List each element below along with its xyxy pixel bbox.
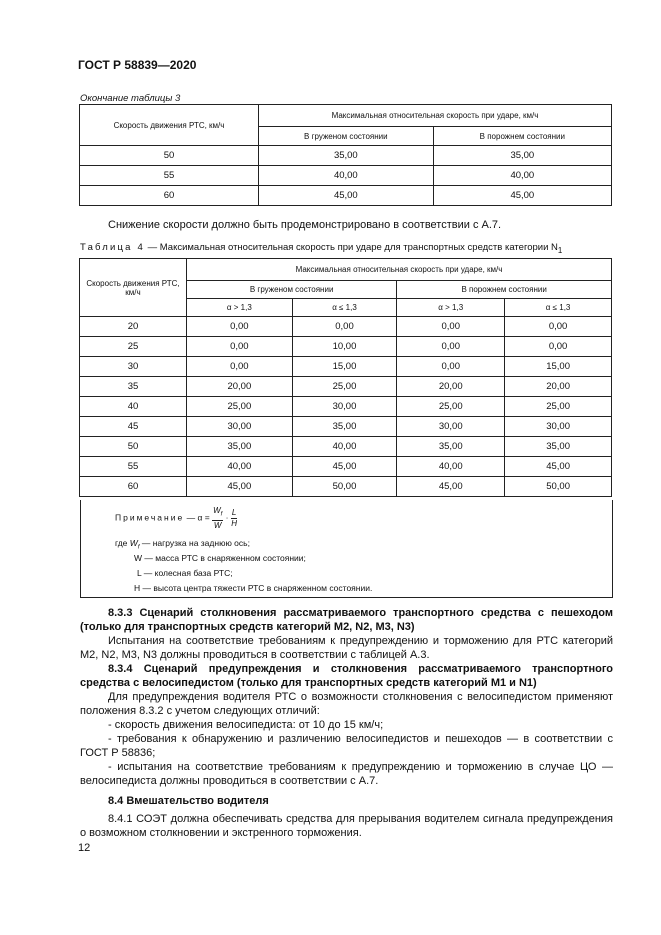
page-number: 12 bbox=[78, 842, 91, 854]
table3-cell: 40,00 bbox=[433, 166, 611, 186]
table4-cell: 60 bbox=[80, 477, 187, 497]
table4-col-empty: В порожнем состоянии bbox=[397, 281, 612, 299]
table4-cell: 40,00 bbox=[292, 437, 397, 457]
fraction-wf-w: $\frac{W_f}{W}$ bbox=[213, 506, 223, 530]
table3-caption: Окончание таблицы 3 bbox=[80, 93, 181, 104]
table4-cell: 20,00 bbox=[187, 377, 293, 397]
table3-col-empty: В порожнем состоянии bbox=[433, 127, 611, 146]
table4-cell: 10,00 bbox=[292, 337, 397, 357]
table3 bbox=[79, 104, 612, 206]
document-header: ГОСТ Р 58839—2020 bbox=[78, 58, 197, 72]
table4-cell: 0,00 bbox=[397, 317, 505, 337]
table4-row bbox=[80, 397, 612, 417]
table4-cell: 0,00 bbox=[397, 357, 505, 377]
note-where-l: L — колесная база РТС; bbox=[137, 568, 233, 578]
table4-row bbox=[80, 357, 612, 377]
table3-row bbox=[80, 146, 612, 166]
table3-cell: 35,00 bbox=[433, 146, 611, 166]
table3-cell: 45,00 bbox=[259, 186, 434, 206]
table4-cell: 30,00 bbox=[187, 417, 293, 437]
table3-row bbox=[80, 166, 612, 186]
note-where-h: H — высота центра тяжести РТС в снаряженном состоянии. bbox=[134, 583, 373, 593]
note-where-wf: где $W_f$ — нагрузка на заднюю ось; bbox=[115, 538, 250, 551]
note-where-w: W — масса РТС в снаряженном состоянии; bbox=[134, 553, 306, 563]
table3-cell: 50 bbox=[80, 146, 259, 166]
table4-cell: 40,00 bbox=[397, 457, 505, 477]
table3-cell: 40,00 bbox=[259, 166, 434, 186]
table3-cell: 60 bbox=[80, 186, 259, 206]
table4-row bbox=[80, 457, 612, 477]
table4-cell: 35,00 bbox=[505, 437, 612, 457]
table4-cell: 0,00 bbox=[292, 317, 397, 337]
table4-cell: 45,00 bbox=[505, 457, 612, 477]
note-label: Примечание bbox=[115, 512, 185, 523]
table4-cell: 25,00 bbox=[397, 397, 505, 417]
table4-caption bbox=[80, 242, 562, 255]
table4 bbox=[79, 258, 612, 497]
table4-cell: 35 bbox=[80, 377, 187, 397]
table4-cell: 30,00 bbox=[505, 417, 612, 437]
table4-cell: 20,00 bbox=[505, 377, 612, 397]
note-formula-prefix: — α = bbox=[186, 512, 210, 523]
table4-caption-sub: 1 bbox=[557, 245, 563, 255]
note-formula: Примечание — α = $\frac{W_f}{W}$ · $\frac{L}{H}$ bbox=[115, 506, 237, 530]
table4-alpha-le-empty: α ≤ 1,3 bbox=[505, 299, 612, 317]
section-833-title: 8.3.3 Сценарий столкновения рассматриваемого транспортного средства с пешеходом (только для транспортных средств категорий M2, N2, M3, N3) bbox=[80, 607, 613, 633]
table3-col-group: Максимальная относительная скорость при ударе, км/ч bbox=[259, 105, 612, 127]
table4-row bbox=[80, 317, 612, 337]
table4-cell: 0,00 bbox=[505, 337, 612, 357]
table4-caption-prefix: Таблица 4 bbox=[80, 242, 145, 253]
table4-col-speed: Скорость движения РТС, км/ч bbox=[80, 259, 187, 317]
table4-cell: 50,00 bbox=[292, 477, 397, 497]
table4-cell: 15,00 bbox=[292, 357, 397, 377]
table3-col-loaded: В груженом состоянии bbox=[259, 127, 434, 146]
table4-cell: 35,00 bbox=[292, 417, 397, 437]
table4-alpha-gt-loaded: α > 1,3 bbox=[187, 299, 293, 317]
table4-cell: 40 bbox=[80, 397, 187, 417]
section-84-title: 8.4 Вмешательство водителя bbox=[108, 795, 269, 807]
table4-alpha-gt-empty: α > 1,3 bbox=[397, 299, 505, 317]
table4-col-loaded: В груженом состоянии bbox=[187, 281, 397, 299]
table4-cell: 30,00 bbox=[292, 397, 397, 417]
section-833-text: Испытания на соответствие требованиям к предупреждению и торможению для РТС категорий M2, N2, M3, N3 должны проводиться в соответствии с таблицей А.3. bbox=[80, 635, 613, 661]
table4-cell: 25,00 bbox=[505, 397, 612, 417]
table4-cell: 30,00 bbox=[397, 417, 505, 437]
table4-cell: 20,00 bbox=[397, 377, 505, 397]
table3-col-speed: Скорость движения РТС, км/ч bbox=[80, 105, 259, 146]
table4-cell: 35,00 bbox=[397, 437, 505, 457]
section-834-intro: Для предупреждения водителя РТС о возможности столкновения с велосипедистом применяют положения 8.3.2 с учетом следующих отличий: bbox=[80, 691, 613, 717]
table4-cell: 45,00 bbox=[397, 477, 505, 497]
section-834-item-3: - испытания на соответствие требованиям к предупреждению и торможению в случае ЦО — велосипедиста должны проводиться в соответствии с А.7. bbox=[80, 761, 613, 787]
section-834-title: 8.3.4 Сценарий предупреждения и столкновения рассматриваемого транспортного средства с велосипедистом (только для транспортных средств категорий M1 и N1) bbox=[80, 663, 613, 689]
table4-cell: 0,00 bbox=[187, 357, 293, 377]
table4-cell: 25,00 bbox=[187, 397, 293, 417]
paragraph-a7: Снижение скорости должно быть продемонстрировано в соответствии с А.7. bbox=[108, 219, 502, 231]
table3-cell: 55 bbox=[80, 166, 259, 186]
table3-row bbox=[80, 186, 612, 206]
table4-cell: 0,00 bbox=[187, 317, 293, 337]
table4-cell: 50 bbox=[80, 437, 187, 457]
table3-cell: 45,00 bbox=[433, 186, 611, 206]
table4-cell: 0,00 bbox=[505, 317, 612, 337]
table4-cell: 20 bbox=[80, 317, 187, 337]
table4-row bbox=[80, 337, 612, 357]
table4-cell: 0,00 bbox=[187, 337, 293, 357]
table4-cell: 50,00 bbox=[505, 477, 612, 497]
table3-cell: 35,00 bbox=[259, 146, 434, 166]
table4-row bbox=[80, 477, 612, 497]
table4-cell: 30 bbox=[80, 357, 187, 377]
section-84-text: 8.4.1 СОЭТ должна обеспечивать средства для прерывания водителем сигнала предупреждения о возможном столкновении и экстренного торможения. bbox=[80, 813, 613, 839]
table4-cell: 0,00 bbox=[397, 337, 505, 357]
table4-row bbox=[80, 437, 612, 457]
table4-row bbox=[80, 417, 612, 437]
table4-cell: 35,00 bbox=[187, 437, 293, 457]
table4-cell: 45,00 bbox=[187, 477, 293, 497]
table4-cell: 25 bbox=[80, 337, 187, 357]
table4-cell: 25,00 bbox=[292, 377, 397, 397]
table4-note bbox=[80, 500, 613, 598]
table4-caption-text: — Максимальная относительная скорость при ударе для транспортных средств категории N bbox=[144, 242, 558, 253]
section-834-item-1: - скорость движения велосипедиста: от 10 до 15 км/ч; bbox=[108, 719, 384, 731]
table4-col-group: Максимальная относительная скорость при ударе, км/ч bbox=[187, 259, 612, 281]
fraction-l-h: $\frac{L}{H}$ bbox=[231, 507, 237, 528]
table4-cell: 55 bbox=[80, 457, 187, 477]
table4-cell: 40,00 bbox=[187, 457, 293, 477]
table4-cell: 45 bbox=[80, 417, 187, 437]
table4-cell: 15,00 bbox=[505, 357, 612, 377]
table4-cell: 45,00 bbox=[292, 457, 397, 477]
table4-row bbox=[80, 377, 612, 397]
table4-alpha-le-loaded: α ≤ 1,3 bbox=[292, 299, 397, 317]
section-834-item-2: - требования к обнаружению и различению велосипедистов и пешеходов — в соответствии с ГОСТ Р 58836; bbox=[80, 733, 613, 759]
